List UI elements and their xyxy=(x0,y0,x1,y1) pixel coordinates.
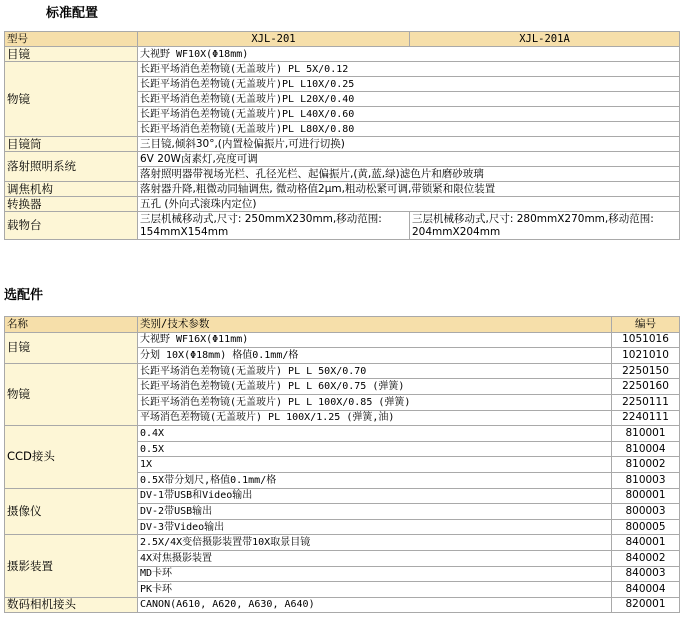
objective-item: 长距平场消色差物镜(无盖玻片)PL L40X/0.60 xyxy=(138,107,680,122)
code-cell: 2250150 xyxy=(612,363,680,379)
code-cell: 1051016 xyxy=(612,332,680,348)
group-label: 数码相机接头 xyxy=(5,597,138,613)
code-cell: 840001 xyxy=(612,535,680,551)
stage-label: 载物台 xyxy=(5,212,138,240)
model-b: XJL-201A xyxy=(410,32,680,47)
group-label: 目镜 xyxy=(5,332,138,363)
code-cell: 810003 xyxy=(612,472,680,488)
table-header-row xyxy=(5,32,680,47)
group-label: 物镜 xyxy=(5,363,138,425)
stage-value-b: 三层机械移动式,尺寸: 280mmX270mm,移动范围: 204mmX204mm xyxy=(410,212,680,240)
standard-config-table xyxy=(4,31,680,240)
code-cell: 810001 xyxy=(612,426,680,442)
spec-cell: DV-3带Video输出 xyxy=(138,519,612,535)
illumination-item: 落射照明器带视场光栏、孔径光栏、起偏振片,(黄,蓝,绿)滤色片和磨砂玻璃 xyxy=(138,167,680,182)
objective-item: 长距平场消色差物镜(无盖玻片)PL L20X/0.40 xyxy=(138,92,680,107)
code-cell: 800005 xyxy=(612,519,680,535)
code-cell: 2250111 xyxy=(612,394,680,410)
focus-value: 落射器升降,粗微动同轴调焦, 微动格值2μm,粗动松紧可调,带锁紧和限位装置 xyxy=(138,182,680,197)
illumination-item: 6V 20W卤素灯,亮度可调 xyxy=(138,152,680,167)
table-row xyxy=(5,62,680,77)
objective-item: 长距平场消色差物镜(无盖玻片)PL L80X/0.80 xyxy=(138,122,680,137)
table-row xyxy=(5,197,680,212)
group-label: 摄影装置 xyxy=(5,535,138,597)
table-header-row xyxy=(5,317,680,333)
spec-cell: 分划 10X(Φ18mm) 格值0.1mm/格 xyxy=(138,348,612,364)
eyepiece-value: 大视野 WF10X(Φ18mm) xyxy=(138,47,680,62)
spec-cell: 0.5X带分划尺,格值0.1mm/格 xyxy=(138,472,612,488)
spec-cell: MD卡环 xyxy=(138,566,612,582)
table-row xyxy=(5,152,680,167)
table-row xyxy=(5,332,680,348)
code-cell: 800003 xyxy=(612,504,680,520)
code-cell: 2250160 xyxy=(612,379,680,395)
spec-cell: DV-1带USB和Video输出 xyxy=(138,488,612,504)
optional-parts-table xyxy=(4,316,680,613)
code-cell: 810002 xyxy=(612,457,680,473)
spec-cell: PK卡环 xyxy=(138,582,612,598)
eyepiece-label: 目镜 xyxy=(5,47,138,62)
objective-item: 长距平场消色差物镜(无盖玻片)PL L10X/0.25 xyxy=(138,77,680,92)
code-cell: 840004 xyxy=(612,582,680,598)
code-cell: 1021010 xyxy=(612,348,680,364)
code-cell: 840002 xyxy=(612,550,680,566)
table-row xyxy=(5,182,680,197)
spec-cell: 1X xyxy=(138,457,612,473)
code-header: 编号 xyxy=(612,317,680,333)
objective-item: 长距平场消色差物镜(无盖玻片) PL 5X/0.12 xyxy=(138,62,680,77)
spec-cell: 长距平场消色差物镜(无盖玻片) PL L 60X/0.75 (弹簧) xyxy=(138,379,612,395)
table-row xyxy=(5,426,680,442)
spec-cell: 2.5X/4X变倍摄影装置带10X取景目镜 xyxy=(138,535,612,551)
name-header: 名称 xyxy=(5,317,138,333)
code-cell: 810004 xyxy=(612,441,680,457)
table-row xyxy=(5,47,680,62)
model-a: XJL-201 xyxy=(138,32,410,47)
table-row xyxy=(5,597,680,613)
table-row xyxy=(5,535,680,551)
code-cell: 800001 xyxy=(612,488,680,504)
focus-label: 调焦机构 xyxy=(5,182,138,197)
spec-cell: 0.5X xyxy=(138,441,612,457)
tube-value: 三目镜,倾斜30°,(内置检偏振片,可进行切换) xyxy=(138,137,680,152)
spec-cell: DV-2带USB输出 xyxy=(138,504,612,520)
table-row xyxy=(5,363,680,379)
table-row xyxy=(5,488,680,504)
nosepiece-label: 转换器 xyxy=(5,197,138,212)
code-cell: 2240111 xyxy=(612,410,680,426)
spec-cell: 0.4X xyxy=(138,426,612,442)
model-label: 型号 xyxy=(5,32,138,47)
spec-cell: 4X对焦摄影装置 xyxy=(138,550,612,566)
illumination-label: 落射照明系统 xyxy=(5,152,138,182)
group-label: CCD接头 xyxy=(5,426,138,488)
spec-cell: 大视野 WF16X(Φ11mm) xyxy=(138,332,612,348)
nosepiece-value: 五孔 (外向式滚珠内定位) xyxy=(138,197,680,212)
objective-label: 物镜 xyxy=(5,62,138,137)
table-row xyxy=(5,212,680,240)
spec-cell: 长距平场消色差物镜(无盖玻片) PL L 100X/0.85 (弹簧) xyxy=(138,394,612,410)
stage-value-a: 三层机械移动式,尺寸: 250mmX230mm,移动范围: 154mmX154mm xyxy=(138,212,410,240)
table-row xyxy=(5,137,680,152)
spec-header: 类别/技术参数 xyxy=(138,317,612,333)
spec-cell: CANON(A610, A620, A630, A640) xyxy=(138,597,612,613)
standard-config-title: 标准配置 xyxy=(46,6,99,21)
code-cell: 820001 xyxy=(612,597,680,613)
optional-parts-title: 选配件 xyxy=(4,288,44,303)
code-cell: 840003 xyxy=(612,566,680,582)
group-label: 摄像仪 xyxy=(5,488,138,535)
spec-cell: 平场消色差物镜(无盖玻片) PL 100X/1.25 (弹簧,油) xyxy=(138,410,612,426)
tube-label: 目镜筒 xyxy=(5,137,138,152)
spec-cell: 长距平场消色差物镜(无盖玻片) PL L 50X/0.70 xyxy=(138,363,612,379)
